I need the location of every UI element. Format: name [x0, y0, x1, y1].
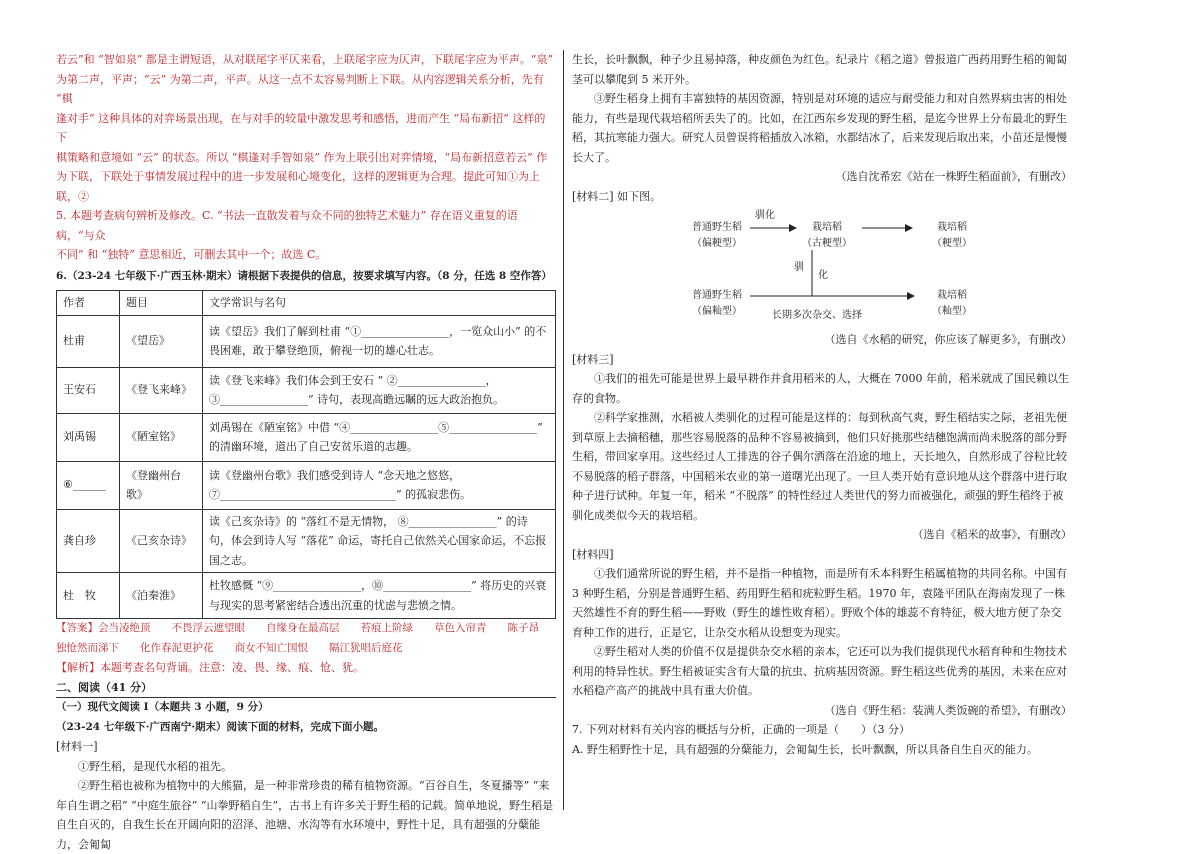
- material-1-paragraph: ①野生稻，是现代水稻的祖先。: [78, 759, 232, 773]
- arrow-label: 驯: [794, 262, 804, 273]
- answer-line: 5. 本题考查病句辨析及修改。C. “书法一直散发着与众不同的独特艺术魅力” 存在语义重复的语病，“与众: [56, 209, 518, 242]
- table-row: [57, 315, 556, 367]
- table-header-row: [57, 291, 556, 316]
- cell-title: 《陋室铭》: [120, 413, 203, 461]
- table-row: [57, 573, 556, 619]
- subsection-heading: （一）现代文阅读 I（本题共 3 小题，9 分）: [56, 701, 269, 713]
- answer-line: 若云”和 “智如泉” 都是主谓短语，从对联尾字平仄来看，上联尾字应为仄声，下联尾字应为平声。“泉”: [56, 53, 554, 66]
- rice-domestication-diagram: [572, 206, 1072, 330]
- material-1-label: [材料一]: [56, 740, 98, 753]
- node-cultivated-rice: 栽培稻 （籼型）: [932, 290, 972, 317]
- cell-author: 刘禹锡: [57, 413, 120, 461]
- question-7: 7. 下列对材料有关内容的概括与分析，正确的一项是（ ）（3 分）: [572, 723, 910, 736]
- table-row: [57, 413, 556, 461]
- arrow-label: 长期多次杂交、选择: [772, 310, 862, 321]
- cell-title: 《泊秦淮》: [120, 573, 203, 619]
- cell-text[interactable]: 读《望岳》我们了解到杜甫 “①________________，一览众山小” 的不畏困难，敢于攀登绝顶，俯视一切的雄心壮志。: [203, 315, 556, 367]
- reading-intro: （23-24 七年级下·广西南宁·期末）阅读下面的材料，完成下面小题。: [56, 720, 385, 733]
- material-1-paragraph: ②野生稻也被称为植物中的大熊猫，是一种非常珍贵的稀有植物资源。“百谷自生，冬夏播等” “来年自生谓之稆” “中庭生旅谷” “山拳野稻自生”，古书上有许多关于野生稻的记载。简单地说，野生稻是自生自灭的，自我生长在开阔向阳的沼泽、池塘、水沟等有水环境中，野性十足，具有超强的分蘖能力，会匍匐: [56, 779, 554, 851]
- source-citation: （选自《稻米的故事》，有删改）: [912, 528, 1072, 541]
- table-row: [57, 367, 556, 413]
- source-citation: （选自沈希宏《站在一株野生稻面前》，有删改）: [835, 170, 1072, 183]
- header-text: 文学常识与名句: [203, 291, 556, 316]
- arrow-label: 驯化: [755, 210, 775, 221]
- cell-text[interactable]: 刘禹锡在《陋室铭》中借 “④________________⑤________________” 的清幽环境，道出了自己安贫乐道的志趣。: [203, 413, 556, 461]
- answer-line: 棋策略和意境如 “云” 的状态。所以 “棋逢对手智如泉” 作为上联引出对弈情境，“局布新招意若云” 作: [56, 150, 548, 164]
- header-title: 题目: [120, 291, 203, 316]
- cell-author: 杜 牧: [57, 573, 120, 619]
- source-citation: （选自《水稻的研究，你应该了解更多》，有删改）: [824, 333, 1072, 346]
- cell-title: 《己亥杂诗》: [120, 509, 203, 573]
- material-2-label: [材料二] 如下图。: [572, 189, 662, 203]
- left-column: [56, 50, 560, 854]
- material-3-paragraph: ①我们的祖先可能是世界上最早耕作并食用稻米的人，大概在 7000 年前，稻米就成了国民赖以生存的食物。: [572, 372, 1069, 405]
- section-reading-heading: 二、阅读（41 分）: [56, 678, 556, 699]
- column-divider: [563, 50, 564, 810]
- answer-text: 会当凌绝顶 不畏浮云遮望眼 自缘身在最高层 苔痕上阶绿 草色入帘青 陈子昂 独怆然而涕下 化作春泥更护花 商女不知亡国恨 隔江犹唱后庭花: [56, 622, 560, 654]
- answer-line: 不同” 和 “独特” 意思相近，可删去其中一个；故选 C。: [56, 248, 327, 261]
- literature-table: [56, 290, 556, 619]
- cell-text[interactable]: 读《登飞来峰》我们体会到王安石 “ ②________________，③________________” 诗句，表现高瞻远瞩的远大政治抱负。: [203, 367, 556, 413]
- table-row: [57, 509, 556, 573]
- question-6-title: 6.（23-24 七年级下·广西玉林·期末）请根据下表提供的信息，按要求填写内容。（8 分，任选 8 空作答）: [56, 269, 552, 282]
- analysis-label: 【解析】: [56, 661, 100, 674]
- table-row: [57, 461, 556, 509]
- cell-author: 龚自珍: [57, 509, 120, 573]
- answer-label: 【答案】: [56, 622, 98, 634]
- header-author: 作者: [57, 291, 120, 316]
- answer-5-block: [56, 50, 556, 265]
- material-4-paragraph: ②野生稻对人类的价值不仅是提供杂交水稻的亲本，它还可以为我们提供现代水稻育种和生物技术利用的特异性状。野生稻被证实含有大量的抗虫、抗病基因资源。野生稻这些优秀的基因，未来在应对水稻稳产高产的挑战中具有重大价值。: [572, 645, 1067, 697]
- material-4-label: [材料四]: [572, 547, 614, 561]
- cell-text[interactable]: 杜牧感慨 “⑨________________，⑩________________” 将历史的兴衰与现实的思考紧密结合透出沉重的忧虑与悲愤之情。: [203, 573, 556, 619]
- answer-line: 为下联，下联处于事情发展过程中的进一步发展和心境变化，这样的逻辑更为合理。提此可知①为上联，②: [56, 170, 540, 203]
- cell-author[interactable]: ⑥______: [57, 461, 120, 509]
- answer-line: 为第二声，平声；“云” 为第二声，平声。从这一点不太容易判断上下联。从内容逻辑关系分析，先有 “棋: [56, 72, 544, 105]
- answer-6: [56, 619, 560, 658]
- material-4-paragraph: ①我们通常所说的野生稻，并不是指一种植物，而是所有禾本科野生稻属植物的共同名称。中国有 3 种野生稻，分别是普通野生稻、药用野生稻和疣粒野生稻。1970 年，袁隆平团队在海南发现了一株天然雄性不育的野生稻——野败（野生的雄性败育稻）。野败个体的雄蕊不育特征，极大地方便了杂交育种工作的进行，正是它，让杂交水稻从设想变为现实。: [572, 567, 1067, 639]
- material-3-paragraph: ②科学家推测，水稻被人类驯化的过程可能是这样的：每到秋高气爽，野生稻结实之际，老祖先便到草原上去摘稻穗，那些容易脱落的品种不容易被摘到，他们只好挑那些结穗饱满而尚未脱落的部分野生稻，带回家享用。这些经过人工排选的谷子偶尔洒落在沿途的地上，天长地久，自然形成了谷粒比较不易脱落的稻子群落，中国稻米农业的第一道曙光出现了。一旦人类开始有意识地从这个群落中进行取种子进行试种。年复一年，稻米 “不脱落” 的特性经过人类世代的努力而被强化，顽强的野生稻终于被驯化成类似今天的栽培稻。: [572, 411, 1067, 522]
- cell-text[interactable]: 读《登幽州台歌》我们感受到诗人 “念天地之悠悠，⑦________________________________” 的孤寂悲伤。: [203, 461, 556, 509]
- source-citation: （选自《野生稻：装满人类饭碗的希望》，有删改）: [824, 703, 1072, 717]
- cell-title: 《望岳》: [120, 315, 203, 367]
- answer-line: 逢对手” 这种具体的对弈场景出现，在与对手的较量中激发思考和感悟，进而产生 “局布新招” 这样的下: [56, 111, 546, 144]
- cell-author: 王安石: [57, 367, 120, 413]
- cell-title: 《登幽州台歌》: [120, 461, 203, 509]
- analysis-6: [56, 658, 556, 678]
- question-7-option-a[interactable]: A. 野生稻野性十足，具有超强的分蘖能力，会匍匐生长，长叶飘飘，所以具备自生自灭的能力。: [572, 742, 1038, 756]
- material-1-continued: 生长，长叶飘飘，种子少且易掉落，种皮颜色为红色。纪录片《稻之道》曾报道广西药用野生稻的匍匐茎可以攀爬到 5 米开外。: [572, 53, 1067, 86]
- cell-author: 杜甫: [57, 315, 120, 367]
- node-wild-rice: 普通野生稻 （偏籼型）: [692, 290, 742, 317]
- node-cultivated-rice: 栽培稻 （古粳型）: [802, 222, 852, 249]
- node-cultivated-rice: 栽培稻 （粳型）: [932, 222, 972, 249]
- analysis-text: 本题考查名句背诵。注意：凌、畏、缘、痕、怆、犹。: [100, 661, 364, 674]
- material-3-label: [材料三]: [572, 352, 614, 366]
- material-1-paragraph: ③野生稻身上拥有丰富独特的基因资源，特别是对环境的适应与耐受能力和对自然界病虫害的相处能力，有些是现代栽培稻所丢失了的。比如，在江西东乡发现的野生稻，是迄今世界上分布最北的野生稻，其抗寒能力强大。研究人员曾误将稻插放入冰箱，水都结冰了，后来发现后取出来，小苗还是慢慢长大了。: [572, 92, 1067, 164]
- arrow-label: 化: [818, 270, 828, 281]
- right-column: [572, 50, 1072, 759]
- cell-title: 《登飞来峰》: [120, 367, 203, 413]
- cell-text[interactable]: 读《己亥杂诗》的 “落红不是无情物， ⑧________________” 的诗句，体会到诗人写 “落花” 命运，寄托自己依然关心国家命运，不忘报国之志。: [203, 509, 556, 573]
- node-wild-rice: 普通野生稻 （偏粳型）: [692, 222, 742, 249]
